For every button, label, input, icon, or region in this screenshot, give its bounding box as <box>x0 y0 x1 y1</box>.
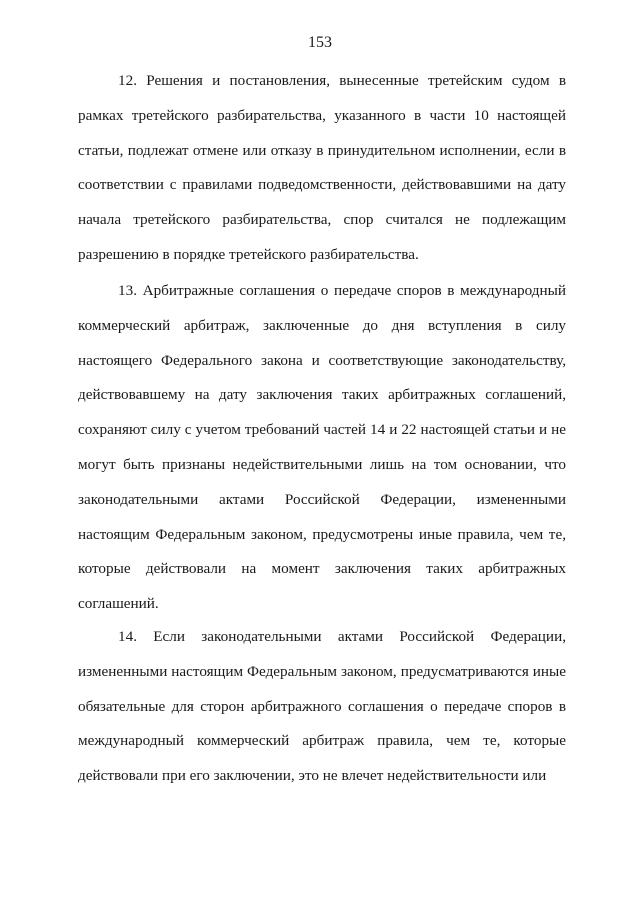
page-number: 153 <box>308 34 332 51</box>
paragraph-14: 14. Если законодательными актами Российской Федерации, измененными настоящим Федеральным законом, предусматриваются иные обязательные для сторон арбитражного соглашения о передаче споров в международный коммерческий арбитраж правила, чем те, которые действовали при его заключении, это не влечет недействительности или <box>78 628 566 785</box>
paragraph-12: 12. Решения и постановления, вынесенные третейским судом в рамках третейского разбирательства, указанного в части 10 настоящей статьи, подлежат отмене или отказу в принудительном исполнении, если в соответствии с правилами подведомственности, действовавшими на дату начала третейского разбирательства, спор считался не подлежащим разрешению в порядке третейского разбирательства. <box>78 72 566 263</box>
paragraph-13: 13. Арбитражные соглашения о передаче споров в международный коммерческий арбитраж, заключенные до дня вступления в силу настоящего Федерального закона и соответствующие законодательству, действовавшему на дату заключения таких арбитражных соглашений, сохраняют силу с учетом требований частей 14 и 22 настоящей статьи и не могут быть признаны недействительными лишь на том основании, что законодательными актами Российской Федерации, измененными настоящим Федеральным законом, предусмотрены иные правила, чем те, которые действовали на момент заключения таких арбитражных соглашений. <box>78 282 566 613</box>
